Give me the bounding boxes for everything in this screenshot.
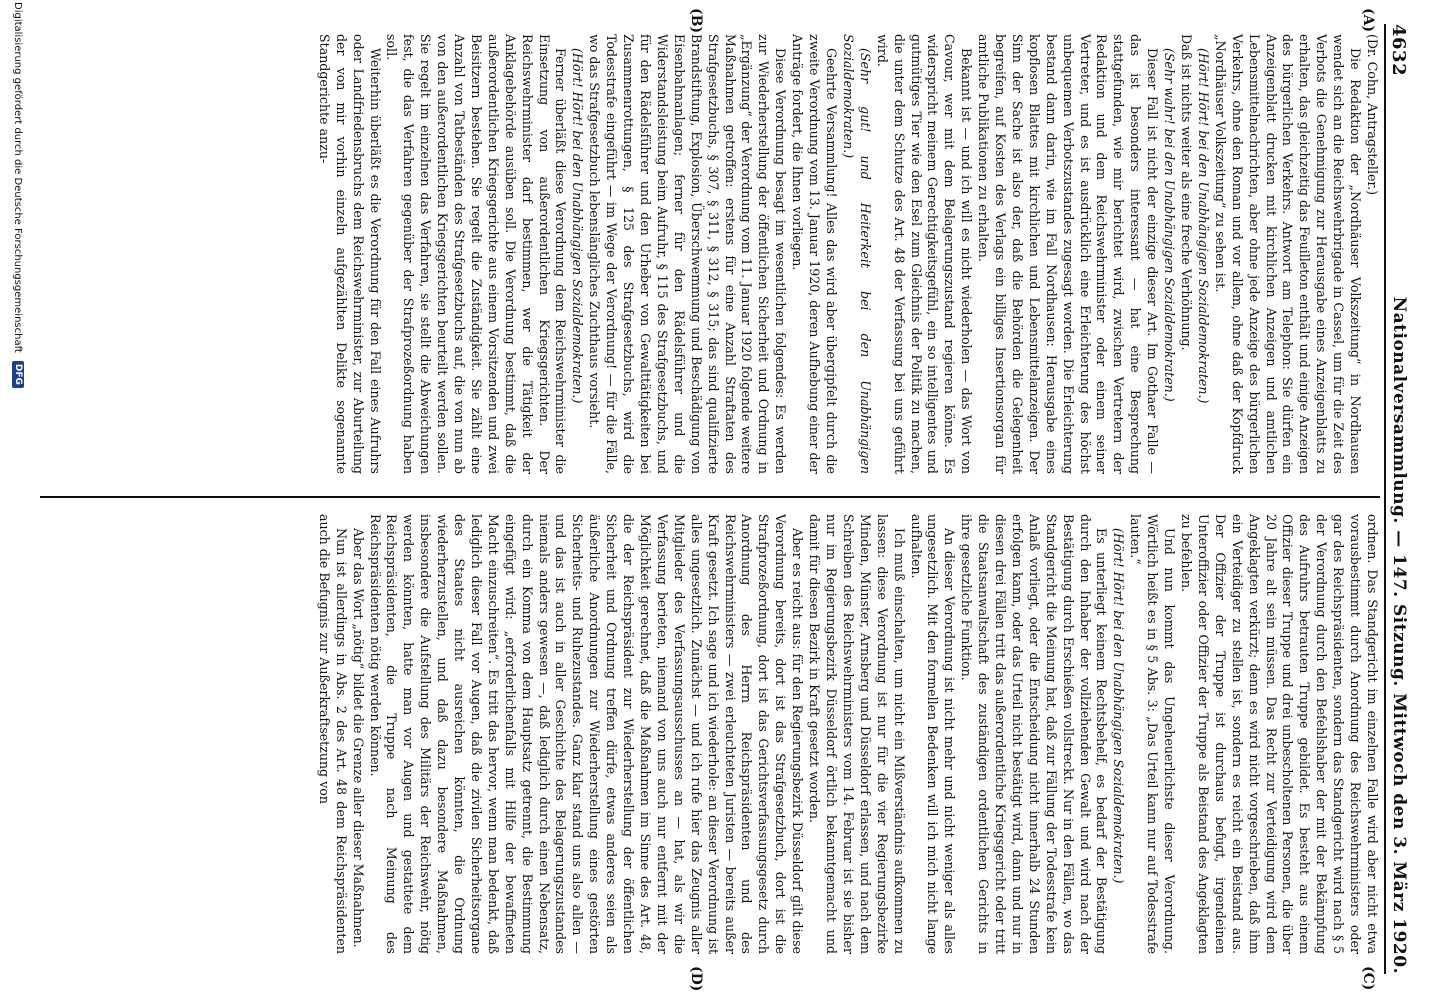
left-column — [40, 34, 1380, 474]
footer-credit: Digitalisierung gefördert durch die Deutsche Forschungsgemeinschaft — [12, 2, 24, 353]
paragraph: An dieser Verordnung ist nicht mehr und nicht weniger als alles ungesetzlich. Mit den formellen Bedenken will ich mich nicht lange aufhalten. — [908, 514, 958, 954]
paragraph: ordnen. Das Standgericht im einzelnen Falle wird aber nicht etwa vorausbestimmt durch Anordnung des Reichswehrministers oder gar des Reichspräsidenten, sondern das Standgericht wird nach § 5 der Verordnung durch den Befehlshaber der mit der Bekämpfung des Aufruhrs betrauten Truppe gebildet. Es besteht aus einem Offizier dieser Truppe und drei unbescholtenen Personen, die über 20 Jahre alt sein müssen. Das Recht zur Verteidigung wird dem Angeklagten verkürzt; denn es wird nicht vorgeschrieben, daß ihm ein Verteidiger zu stellen ist, sondern es reicht ein Beistand aus. Der Offizier der Truppe ist durchaus befugt, irgendeinen Unteroffizier oder Offizier der Truppe als Beistand des Angeklagten zu befehlen. — [1179, 514, 1380, 954]
paragraph: Die Redaktion der „Nordhäuser Volkszeitung“ in Nordhausen wendet sich an die Reichswehrbrigade in Cassel, um für die Zeit des Verbots die Genehmigung zur Herausgabe eines Anzeigenblatts zu erhalten, das gleichzeitig das Feuilleton enthält und einige Anzeigen des bürgerlichen Verkehrs. Antwort am Telephon: Sie dürfen ein Anzeigenblatt drucken mit kirchlichen Anzeigen und amtlichen Lebensmittelnachrichten, aber ohne jede Anzeige des bürgerlichen Verkehrs, ohne den Roman und vor allem, ohne daß der Kopfdruck „Nordhäuser Volkszeitung“ zu sehen ist. — [1212, 34, 1364, 474]
stage-direction: (Sehr gut! und Heiterkeit bei den Unabhängigen Sozialdemokraten.) — [840, 34, 873, 474]
margin-mark-b: (B) — [688, 8, 704, 34]
paragraph: Dieser Fall ist nicht der einzige dieser Art. Im Gothaer Falle — das ist besonders interessant — hat eine Besprechung stattgefunden, wie mir berichtet wird, zwischen Vertretern der Redaktion und dem Reichswehrminister oder einem seiner Vertreter, und es ist ausdrücklich eine Erleichterung des höchst unbequemen Verbotszustandes zugesagt worden. Die Erleichterung bestand dann darin, wie im Fall Nordhausen: Herausgabe eines kopflosen Blattes mit kirchlichen und Lebensmittelanzeigen. Der Sinn der Sache ist also der, daß die Behörden die Gelegenheit begreifen, auf Kosten des Verlags ein billiges Insertionsorgan für amtliche Publikationen zu erhalten. — [976, 34, 1161, 474]
page-header — [1384, 24, 1412, 974]
dfg-logo: DFG — [12, 361, 24, 388]
page-title: Nationalversammlung. — 147. Sitzung. Mittwoch den 3. März 1920. — [1389, 296, 1409, 974]
right-column — [40, 514, 1380, 954]
paragraph: Ferner überläßt diese Verordnung dem Reichswehrminister die Einsetzung von außerordentlichen Kriegsgerichten. Der Reichswehrminister darf bestimmen, wer die Tätigkeit der Anklagebehörde ausüben soll. Die Verordnung bestimmt, daß die außerordentlichen Kriegsgerichte aus einem Vorsitzenden und zwei Beisitzern bestehen. Sie regelt die Zuständigkeit. Sie zählt eine Anzahl von Tatbeständen des Strafgesetzbuchs auf, die von nun ab von den außerordentlichen Kriegsgerichten beurteilt werden sollen. Sie regelt im einzelnen das Verfahren, sie stellt die Abweichungen fest, die das Verfahren gegenüber der Strafprozeßordnung haben soll. — [384, 34, 569, 474]
stage-direction: (Hört! Hört! bei den Unabhängigen Sozialdemokraten.) — [570, 48, 586, 404]
stage-direction: (Sehr wahr! bei den Unabhängigen Sozialdemokraten.) — [1162, 48, 1178, 402]
paragraph: Weiterhin überläßt es die Verordnung für den Fall eines Aufruhrs oder Landfriedensbruchs dem Reichswehrminister, zur Aburteilung der von mir vorhin einzeln aufgezählten Delikte sogenannte Standgerichte anzu- — [316, 34, 383, 474]
paragraph: Aber das Wort „nötig“ bildet die Grenze aller dieser Maßnahmen. — [350, 528, 366, 948]
paragraph: Es unterliegt keinem Rechtsbehelf, es bedarf der Bestätigung durch den Inhaber der vollziehenden Gewalt und wird nach der Bestätigung durch Erschießen vollstreckt. Nur in den Fällen, wo das Standgericht die Meinung hat, daß zur Fällung der Todesstrafe kein Anlaß vorliegt, oder die Entscheidung nicht innerhalb 24 Stunden erfolgen kann, oder das Urteil nicht bestätigt wird, dann und nur in diesen drei Fällen tritt das außerordentliche Kriegsgericht oder tritt die Staatsanwaltschaft des zuständigen ordentlichen Gerichts in ihre gesetzliche Funktion. — [959, 514, 1110, 954]
paragraph: Diese Verordnung besagt im wesentlichen folgendes: Es werden zur Wiederherstellung der öffentlichen Sicherheit und Ordnung in „Ergänzung“ der Verordnung vom 11. Januar 1920 folgende weitere Maßnahmen getroffen: erstens für eine Anzahl Straftaten des Strafgesetzbuchs, § 307, § 311, § 312, § 315; das sind qualifizierte Brandstiftung, Explosion, Überschwemmung und Beschädigung von Eisenbahnanlagen; ferner für den Rädelsführer und die Widerstandsleistung beim Aufruhr, § 115 des Strafgesetzbuchs, und für den Rädelsführer und den Urheber von Gewalttätigkeiten bei Zusammenrottungen, § 125 des Strafgesetzbuchs, wird die Todesstrafe eingeführt — im Wege der Verordnung! — für die Fälle, wo das Strafgesetzbuch lebenslängliches Zuchthaus vorsieht. — [587, 34, 789, 474]
paragraph: Geehrte Versammlung! Alles das wird aber übergipfelt durch die zweite Verordnung vom 13. Januar 1920, deren Aufhebung einer der Anträge fordert, die Ihnen vorliegen. — [790, 34, 839, 474]
paragraph: Ich muß einschalten, um nicht ein Mißverständnis aufkommen zu lassen: diese Verordnung ist nur für die vier Regierungsbezirke Minden, Münster, Arnsberg und Düsseldorf erlassen, und nach dem Schreiben des Reichswehrministers vom 14. Februar ist sie bisher nur im Regierungsbezirk Düsseldorf örtlich bekanntgemacht und damit für diesen Bezirk in Kraft gesetzt worden. — [807, 514, 907, 954]
margin-mark-a: (A) — [1360, 8, 1376, 33]
margin-mark-d: (D) — [688, 966, 704, 992]
paragraph: Bekannt ist — und ich will es nicht wiederholen — das Wort von Cavour, wer mit dem Belagerungszustand regieren könne. Es widerspricht meinem Gerechtigkeitsgefühl, ein so intelligentes und gutmütiges Tier wie den Esel zum Gleichnis der Politik zu machen, die unter dem Schutze des Art. 48 der Verfassung bei uns geführt wird. — [874, 34, 975, 474]
stage-direction: (Hört! Hört! bei den Unabhängigen Sozialdemokraten.) — [1111, 528, 1127, 884]
stage-direction: (Hört! Hört! bei den Unabhängigen Sozialdemokraten.) — [1195, 48, 1211, 404]
paragraph: (Dr. Cohn, Antragsteller.) — [1365, 34, 1380, 195]
column-divider — [40, 496, 1380, 498]
page-footer — [8, 2, 28, 992]
paragraph: Nun ist allerdings in Abs. 2 des Art. 48 dem Reichspräsidenten auch die Befugnis zur Außerkraftsetzung von — [316, 514, 349, 954]
paragraph: Aber es reicht aus: für den Regierungsbezirk Düsseldorf gilt diese Verordnung bereits, dort ist das Strafgesetzbuch, dort ist die Strafprozeßordnung, dort ist das Gerichtsverfassungsgesetz durch Anordnung des Herrn Reichspräsidenten und des Reichswehrministers — zwei erleuchteten Juristen — bereits außer Kraft gesetzt. Ich sage und ich wiederhole: an dieser Verordnung ist alles ungesetzlich. Zunächst — und ich rufe hier das Zeugnis aller Mitglieder des Verfassungsausschusses an — hat, als wir die Verfassung berieten, niemand von uns auch nur entfernt mit der Möglichkeit gerechnet, daß die Maßnahmen im Sinne des Art. 48, die der Reichspräsident zur Wiederherstellung der öffentlichen Sicherheit und Ordnung treffen dürfe, etwas anderes seien als äußerliche Anordnungen zur Wiederherstellung eines gestörten Sicherheits- und Ruhezustandes. Ganz klar stand uns also allen — und das ist auch in aller Geschichte des Belagerungszustandes niemals anders gewesen —, daß lediglich durch einen Nebensatz, durch ein Komma von dem Hauptsatz getrennt, die Bestimmung eingefügt wird: „erforderlichenfalls mit Hilfe der bewaffneten Macht einzuschreiten“. Es tritt das hervor, wenn man bedenkt, daß lediglich dieser Fall vor Augen, daß die zivilen Sicherheitsorgane des Staates nicht ausreichen könnten, die Ordnung wiederherzustellen, und daß dazu besondere Maßnahmen, insbesondere die Aufstellung des Militärs der Reichswehr, nötig werden könnten, hatte man vor Augen und gestattete dem Reichspräsidenten, die Truppe nach Meinung des Reichspräsidenten nötig werden können. — [367, 514, 806, 954]
margin-mark-c: (C) — [1360, 966, 1376, 991]
page-number: 4632 — [1388, 24, 1410, 77]
paragraph: Daß ist nichts weiter als eine freche Verhöhnung. — [1179, 34, 1195, 351]
paragraph: Und nun kommt das Ungeheuerlichste dieser Verordnung. Wörtlich heißt es in § 5 Abs. 3: „Das Urteil kann nur auf Todesstrafe lauten.“ — [1128, 514, 1178, 954]
